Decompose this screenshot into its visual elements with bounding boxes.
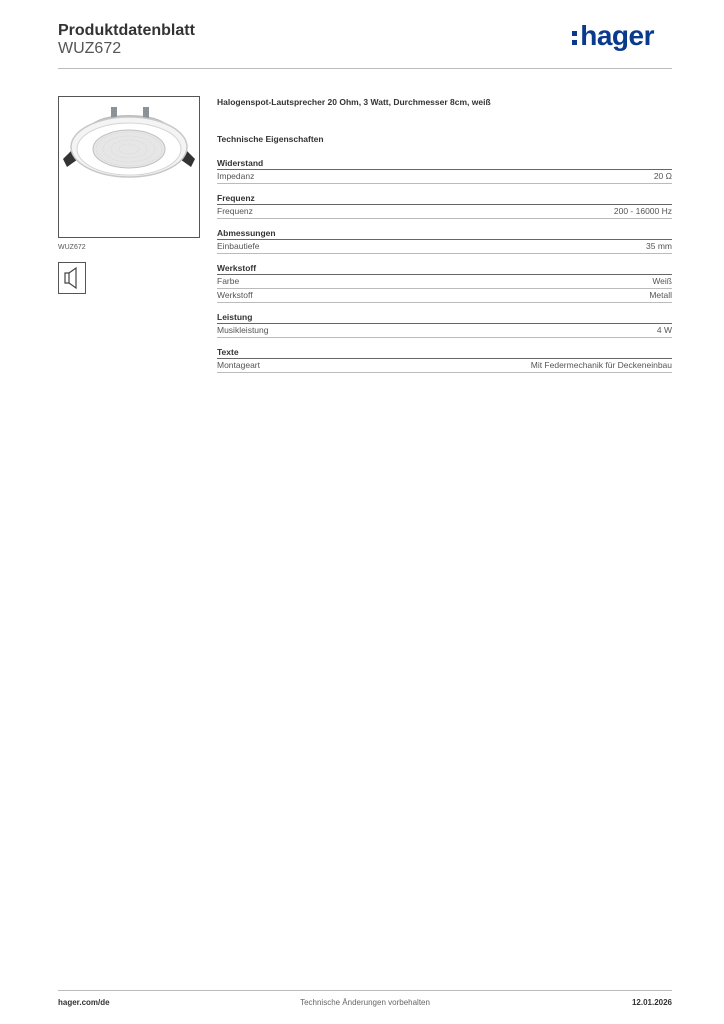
spec-label: Frequenz — [217, 206, 253, 216]
spec-row — [217, 289, 672, 303]
spec-group-title: Werkstoff — [217, 262, 672, 275]
specs-heading: Technische Eigenschaften — [217, 134, 324, 144]
image-caption: WUZ672 — [58, 244, 86, 251]
spec-value: 4 W — [656, 325, 672, 335]
spec-group-title: Leistung — [217, 311, 672, 324]
spec-label: Einbautiefe — [217, 241, 260, 251]
speaker-icon — [58, 262, 86, 294]
spec-group-title: Abmessungen — [217, 227, 672, 240]
spec-value: Mit Federmechanik für Deckeneinbau — [530, 360, 672, 370]
spec-row — [217, 359, 672, 373]
spec-label: Werkstoff — [217, 290, 253, 300]
spec-row — [217, 275, 672, 289]
spec-row — [217, 240, 672, 254]
spec-label: Montageart — [217, 360, 260, 370]
document-title: Produktdatenblatt — [58, 22, 195, 39]
page-header — [58, 20, 672, 70]
spec-group-leistung — [217, 311, 672, 338]
spec-label: Farbe — [217, 276, 240, 286]
spec-group-title: Widerstand — [217, 157, 672, 170]
product-image — [58, 96, 200, 238]
spec-value: Weiß — [652, 276, 672, 286]
spec-group-widerstand — [217, 157, 672, 184]
spec-row — [217, 324, 672, 338]
spec-group-title: Texte — [217, 346, 672, 359]
spec-value: Metall — [649, 290, 672, 300]
footer-divider — [58, 990, 672, 991]
recessed-speaker-photo-icon — [59, 97, 199, 237]
spec-row — [217, 205, 672, 219]
spec-value: 200 - 16000 Hz — [613, 206, 672, 216]
spec-group-texte — [217, 346, 672, 373]
product-description: Halogenspot-Lautsprecher 20 Ohm, 3 Watt, Durchmesser 8cm, weiß — [217, 97, 491, 107]
footer-disclaimer: Technische Änderungen vorbehalten — [300, 998, 430, 1007]
product-details — [217, 96, 672, 373]
spec-group-abmessungen — [217, 227, 672, 254]
spec-group-frequenz — [217, 192, 672, 219]
spec-value: 20 Ω — [653, 171, 672, 181]
spec-group-title: Frequenz — [217, 192, 672, 205]
spec-row — [217, 170, 672, 184]
logo-text: hager — [580, 20, 654, 51]
logo-colon-mark — [571, 24, 579, 48]
product-code: WUZ672 — [58, 40, 122, 57]
footer-website-link[interactable]: hager.com/de — [58, 998, 110, 1007]
spec-value: 35 mm — [646, 241, 672, 251]
footer-date: 12.01.2026 — [631, 998, 672, 1007]
spec-label: Impedanz — [217, 171, 255, 181]
header-divider — [58, 68, 672, 69]
hager-logo — [571, 20, 654, 52]
spec-label: Musikleistung — [217, 325, 269, 335]
spec-group-werkstoff — [217, 262, 672, 303]
